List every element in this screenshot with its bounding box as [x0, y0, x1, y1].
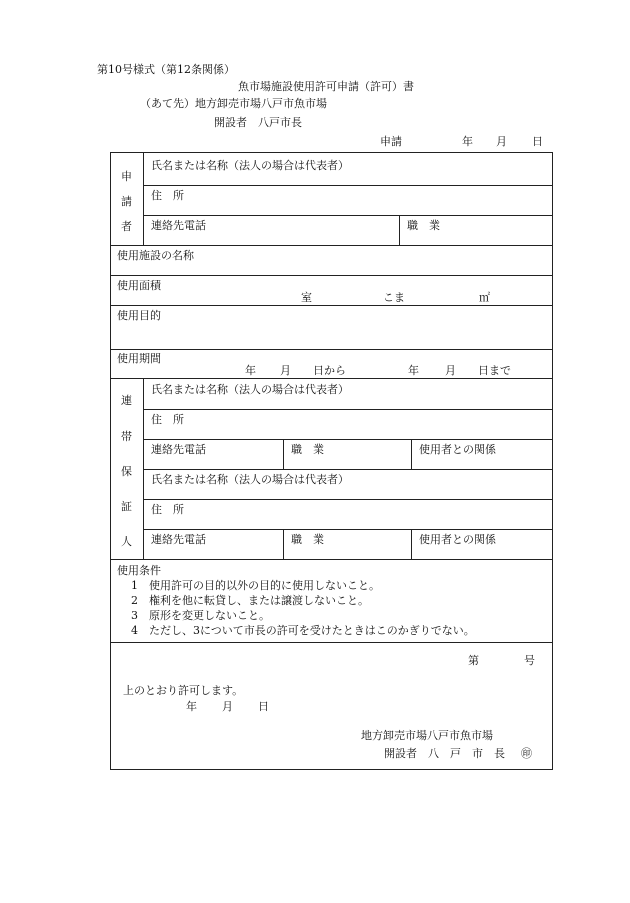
issuer-title: 開設者 八 戸 市 長 [384, 747, 505, 760]
form-number: 第10号様式（第12条関係） [97, 63, 235, 76]
condition-number: 3 [131, 609, 138, 622]
guarantor-1-relation-label: 使用者との関係 [419, 443, 496, 456]
period-month: 月 [280, 364, 291, 377]
guarantor-1-address-label: 住 所 [151, 413, 184, 426]
guarantor-char-2: 帯 [121, 430, 132, 443]
guarantor-char-5: 人 [121, 535, 132, 548]
period-label: 使用期間 [117, 352, 161, 365]
period-year: 年 [245, 364, 256, 377]
guarantor-2-name-label: 氏名または名称（法人の場合は代表者） [151, 473, 349, 486]
guarantor-char-3: 保 [121, 465, 132, 478]
guarantor-2-phone-label: 連絡先電話 [151, 533, 206, 546]
application-form-table [110, 152, 553, 770]
guarantor-1-occupation-label: 職 業 [291, 443, 324, 456]
guarantor-1-name-label: 氏名または名称（法人の場合は代表者） [151, 383, 349, 396]
establisher: 開設者 八戸市長 [214, 116, 302, 129]
application-date-label: 申請 [380, 135, 402, 148]
issuer-organization: 地方卸売市場八戸市魚市場 [361, 729, 493, 742]
guarantor-1-phone-label: 連絡先電話 [151, 443, 206, 456]
area-sqm-unit: ㎡ [479, 291, 490, 304]
applicant-char-1: 申 [121, 170, 132, 183]
area-koma-unit: こま [383, 291, 405, 304]
guarantor-2-relation-label: 使用者との関係 [419, 533, 496, 546]
purpose-label: 使用目的 [117, 309, 161, 322]
permit-date-month: 月 [222, 700, 233, 713]
guarantor-2-address-label: 住 所 [151, 503, 184, 516]
condition-text: 権利を他に転貸し、または譲渡しないこと。 [149, 594, 369, 607]
permit-date-day: 日 [258, 700, 269, 713]
applicant-phone-label: 連絡先電話 [151, 219, 206, 232]
condition-item-1 [131, 580, 380, 591]
form-title: 魚市場施設使用許可申請（許可）書 [238, 80, 414, 93]
addressee: （あて先）地方卸売市場八戸市魚市場 [140, 97, 327, 110]
guarantor-char-1: 連 [121, 394, 132, 407]
area-label: 使用面積 [117, 279, 161, 292]
condition-number: 2 [131, 594, 138, 607]
condition-item-4 [131, 625, 475, 636]
condition-text: 使用許可の目的以外の目的に使用しないこと。 [149, 579, 380, 592]
permit-statement: 上のとおり許可します。 [123, 684, 244, 697]
condition-number: 1 [131, 579, 138, 592]
facility-name-label: 使用施設の名称 [117, 249, 194, 262]
period-from: 日から [313, 364, 346, 377]
application-date-month: 月 [496, 135, 507, 148]
condition-item-3 [131, 610, 270, 621]
condition-item-2 [131, 595, 369, 606]
applicant-address-label: 住 所 [151, 189, 184, 202]
application-date-year: 年 [462, 135, 473, 148]
area-room-unit: 室 [301, 291, 312, 304]
condition-text: 原形を変更しないこと。 [149, 609, 270, 622]
period-month-2: 月 [445, 364, 456, 377]
applicant-char-3: 者 [121, 220, 132, 233]
condition-text: ただし、3について市長の許可を受けたときはこのかぎりでない。 [149, 624, 475, 637]
condition-number: 4 [131, 624, 138, 637]
applicant-name-label: 氏名または名称（法人の場合は代表者） [151, 159, 349, 172]
permit-number-dai: 第 [468, 654, 479, 667]
applicant-char-2: 請 [121, 195, 132, 208]
period-to: 日まで [478, 364, 511, 377]
guarantor-char-4: 証 [121, 500, 132, 513]
applicant-occupation-label: 職 業 [407, 219, 440, 232]
application-date-day: 日 [532, 135, 543, 148]
period-year-2: 年 [408, 364, 419, 377]
applicant-divider [143, 153, 144, 245]
permit-number-go: 号 [524, 654, 535, 667]
seal-mark: ㊞ [521, 747, 532, 760]
conditions-title: 使用条件 [117, 564, 161, 577]
guarantor-2-occupation-label: 職 業 [291, 533, 324, 546]
permit-date-year: 年 [186, 700, 197, 713]
